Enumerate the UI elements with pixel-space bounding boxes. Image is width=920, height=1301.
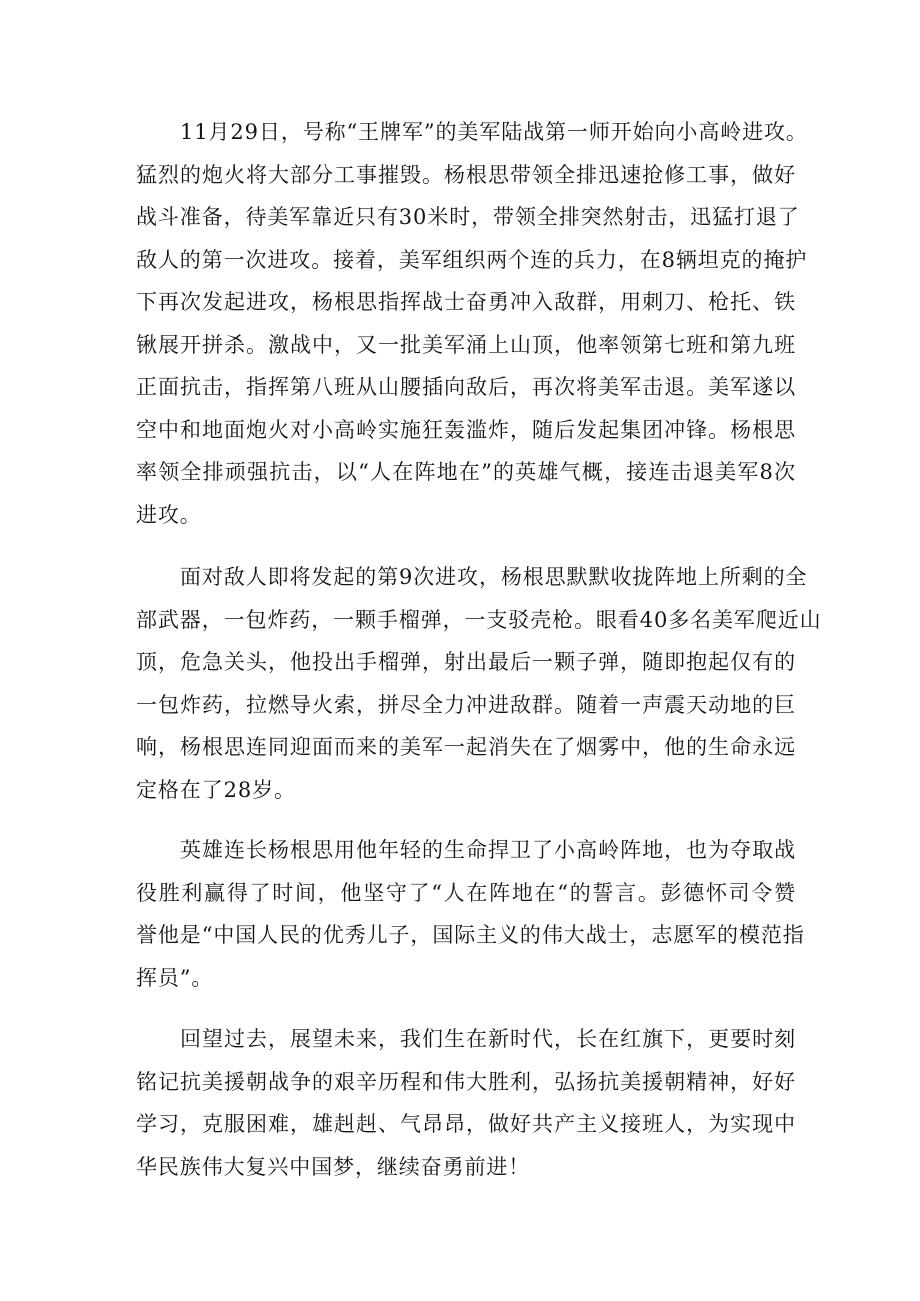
- text-line: 敌人的第一次进攻。接着，美军组织两个连的兵力，在8辆坦克的掩护: [136, 247, 808, 272]
- text-line: 顶，危急关头，他投出手榴弹，射出最后一颗子弹，随即抱起仅有的: [136, 650, 796, 674]
- text-line: 铭记抗美援朝战争的艰辛历程和伟大胜利，弘扬抗美援朝精神，好好: [136, 1069, 796, 1094]
- text-line: 部武器，一包炸药，一颗手榴弹，一支驳壳枪。眼看40多名美军爬近山: [136, 607, 822, 632]
- text-line: 下再次发起进攻，杨根思指挥战士奋勇冲入敌群，用刺刀、枪托、铁: [136, 290, 796, 314]
- text-line: 华民族伟大复兴中国梦，继续奋勇前进！: [136, 1154, 531, 1179]
- text-line: 锹展开拼杀。激战中，又一批美军涌上山顶，他率领第七班和第九班: [136, 332, 796, 357]
- text-line: 正面抗击，指挥第八班从山腰插向敌后，再次将美军击退。美军遂以: [136, 375, 796, 399]
- text-line: 学习，克服困难，雄赳赳、气昂昂，做好共产主义接班人，为实现中: [136, 1112, 796, 1136]
- text-line: 役胜利赢得了时间，他坚守了“人在阵地在“的誓言。彭德怀司令赞: [136, 880, 796, 905]
- text-line: 定格在了28岁。: [136, 777, 296, 802]
- paragraph-2: [136, 556, 822, 811]
- text-line: 猛烈的炮火将大部分工事摧毁。杨根思带领全排迅速抢修工事，做好: [136, 162, 796, 187]
- text-line: 挥员”。: [136, 965, 214, 990]
- text-line: 面对敌人即将发起的第9次进攻，杨根思默默收拢阵地上所剩的全: [180, 565, 808, 589]
- text-line: 英雄连长杨根思用他年轻的生命捍卫了小高岭阵地，也为夺取战: [180, 838, 796, 862]
- paragraph-4: [136, 1018, 796, 1188]
- text-line: 战斗准备，待美军靠近只有30米时，带领全排突然射击，迅猛打退了: [136, 205, 800, 229]
- paragraph-3: [136, 829, 805, 999]
- paragraph-1: [136, 111, 808, 536]
- text-line: 誉他是“中国人民的优秀儿子，国际主义的伟大战士，志愿军的模范指: [136, 923, 805, 947]
- text-line: 响，杨根思连同迎面而来的美军一起消失在了烟雾中，他的生命永远: [136, 735, 796, 759]
- text-line: 11月29日，号称“王牌军”的美军陆战第一师开始向小高岭进攻。: [180, 120, 808, 144]
- text-line: 进攻。: [136, 502, 202, 527]
- text-line: 率领全排顽强抗击，以“人在阵地在”的英雄气概，接连击退美军8次: [136, 460, 796, 484]
- text-line: 空中和地面炮火对小高岭实施狂轰滥炸，随后发起集团冲锋。杨根思: [136, 417, 796, 442]
- text-line: 回望过去，展望未来，我们生在新时代，长在红旗下，更要时刻: [180, 1027, 796, 1051]
- text-line: 一包炸药，拉燃导火索，拼尽全力冲进敌群。随着一声震天动地的巨: [136, 692, 796, 717]
